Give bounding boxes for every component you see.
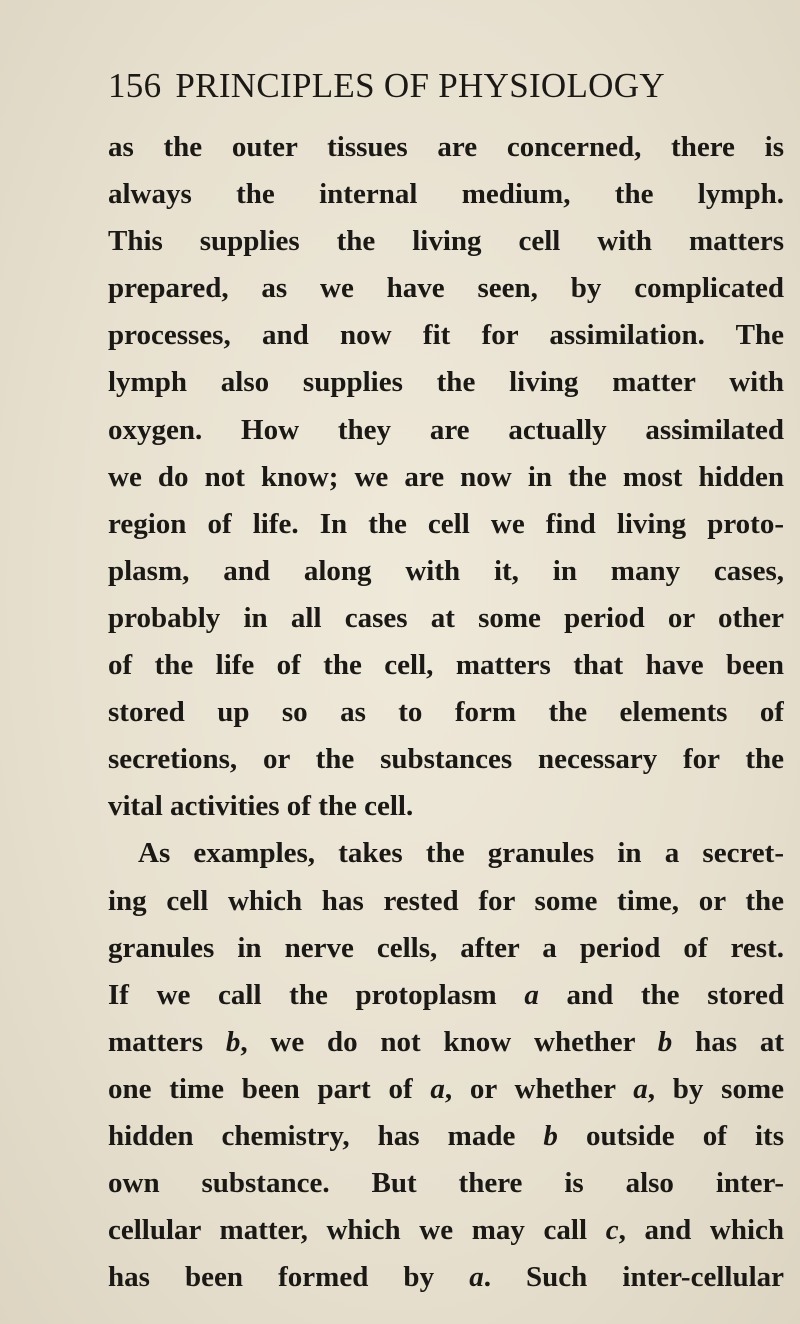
text-run: has at [672,1025,784,1058]
text-line: plasm, and along with it, in many cases, [108,554,784,587]
variable-b: b [225,1025,241,1058]
text-line [108,1113,784,1160]
running-title: PRINCIPLES OF PHYSIOLOGY [175,66,665,105]
text-run: matters [108,1025,226,1058]
text-line: granules in nerve cells, after a period of rest. [108,931,784,964]
text-line: of the life of the cell, matters that have been [108,649,784,682]
text-line: probably in all cases at some period or other [108,601,784,634]
variable-c: c [605,1214,619,1247]
text-line: lymph also supplies the living matter with [108,366,784,399]
text-line: region of life. In the cell we find living proto- [108,507,784,540]
text-run: If we call the protoplasm [108,978,525,1011]
text-run: , we do not know whether [240,1025,658,1058]
text-run: cellular matter, which we may call [108,1214,606,1247]
text-line: stored up so as to form the elements of [108,696,784,729]
text-run: , by some [647,1072,784,1105]
text-line [108,1254,784,1301]
text-line: prepared, as we have seen, by complicated [108,272,784,305]
variable-a: a [633,1072,648,1105]
text-line: oxygen. How they are actually assimilated [108,413,784,446]
page-number: 156 [108,66,162,105]
text-run: , and which [618,1214,784,1247]
text-line: always the internal medium, the lymph. [108,178,784,211]
variable-b: b [657,1025,673,1058]
text-run: , or whether [444,1072,634,1105]
paragraph-start-line: As examples, takes the granules in a secret- [138,837,784,870]
text-line: as the outer tissues are concerned, there is [108,131,784,163]
text-run: one time been part of [108,1072,431,1105]
text-line: we do not know; we are now in the most hidden [108,460,784,493]
text-run: . Such inter-cellular [483,1261,784,1294]
variable-a: a [469,1261,484,1294]
paragraph-end-line: vital activities of the cell. [108,790,414,823]
text-run: has been formed by [108,1261,470,1294]
variable-a: a [430,1072,445,1105]
text-line: own substance. But there is also inter- [108,1167,784,1200]
variable-a: a [524,978,539,1011]
text-line: processes, and now fit for assimilation. The [108,319,784,352]
variable-b: b [543,1119,558,1152]
text-run: and the stored [538,978,784,1011]
text-line [108,1066,784,1113]
text-run: hidden chemistry, has made [108,1119,544,1152]
text-line [108,972,784,1019]
body-text [108,124,784,1301]
text-line [108,1019,784,1066]
text-line: secretions, or the substances necessary for the [108,743,784,776]
text-line: This supplies the living cell with matters [108,225,784,258]
text-line: ing cell which has rested for some time, or the [108,884,784,917]
running-head [108,64,748,108]
text-run: outside of its [557,1119,784,1152]
text-line [108,1207,784,1254]
